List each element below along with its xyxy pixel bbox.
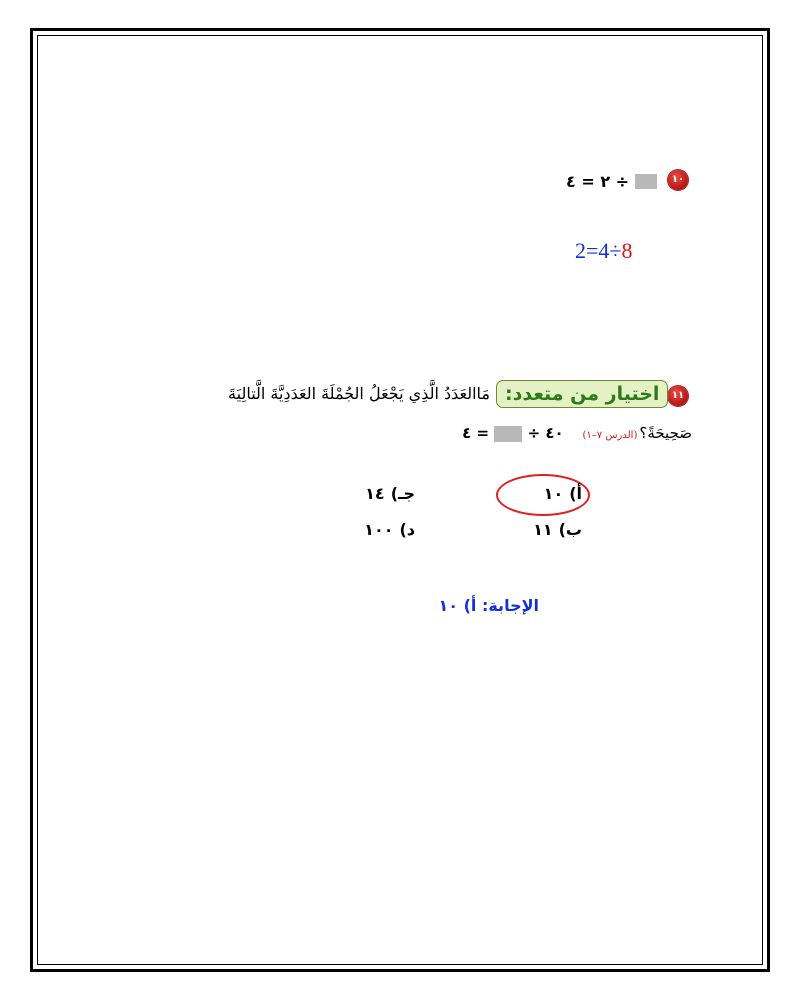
question-11-expression xyxy=(462,424,564,442)
option-value: ١٤ xyxy=(365,484,385,503)
eq-equals: = xyxy=(581,172,595,191)
option-d xyxy=(364,520,415,539)
option-letter: د) xyxy=(399,520,415,539)
option-letter: ب) xyxy=(558,520,582,539)
option-value: ١٠ xyxy=(543,484,564,503)
blank-box xyxy=(494,426,522,442)
option-a xyxy=(544,484,582,503)
option-c xyxy=(365,484,415,503)
question-10-number: ١٠ xyxy=(671,174,685,185)
multiple-choice-badge: اختيار من متعدد: xyxy=(496,380,668,408)
answer-equals: = xyxy=(586,238,599,263)
final-answer: الإجابة: أ) ١٠ xyxy=(438,596,539,615)
question-10-answer xyxy=(575,238,633,264)
expr-equals: = xyxy=(476,424,490,442)
option-b xyxy=(533,520,582,539)
eq-result: ٢ xyxy=(600,172,611,191)
expr-division-sign: ÷ xyxy=(527,424,541,442)
option-value: ١٠٠ xyxy=(364,520,394,539)
eq-divisor: ٤ xyxy=(566,172,576,191)
answer-result: 2 xyxy=(575,238,586,263)
eq-division-sign: ÷ xyxy=(615,172,630,191)
question-11-text-line2 xyxy=(462,424,692,442)
expr-dividend: ٤٠ xyxy=(545,424,564,442)
question-11-text-line1: مَاالعَدَدُ الَّذِي يَجْعَلُ الجُمْلَةَ العَدَدِيَّةَ الَّتالِيَةَ xyxy=(228,384,490,403)
answer-dividend: 8 xyxy=(621,238,633,263)
option-letter: أ) xyxy=(569,484,582,503)
blank-box xyxy=(635,174,657,189)
option-value: ١١ xyxy=(533,520,553,539)
option-letter: جـ) xyxy=(390,484,415,503)
answer-division-sign: ÷ xyxy=(609,238,622,263)
lesson-reference: (الدرس ٧–١) xyxy=(582,430,638,441)
answer-divisor: 4 xyxy=(598,238,610,263)
question-10-equation xyxy=(566,171,657,191)
question-10-number-badge xyxy=(668,170,688,190)
question-11-text-tail: صَحِيحَةً؟ xyxy=(639,424,692,442)
expr-result: ٤ xyxy=(462,424,472,442)
question-11-number: ١١ xyxy=(671,390,685,401)
question-11-number-badge xyxy=(668,386,688,406)
